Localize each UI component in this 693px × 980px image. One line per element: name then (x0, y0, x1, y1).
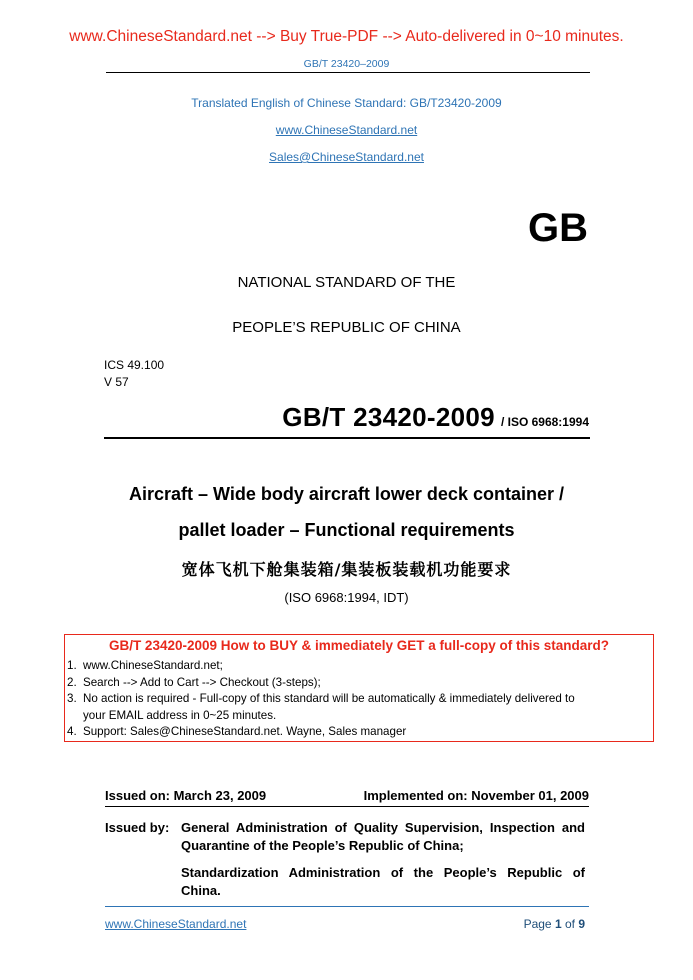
purchase-step[interactable] (65, 724, 575, 741)
implemented-on: Implemented on: November 01, 2009 (363, 788, 589, 803)
email-link[interactable]: Sales@ChineseStandard.net (269, 150, 424, 164)
step-text: Search --> Add to Cart --> Checkout (3-steps); (83, 675, 321, 689)
standard-divider (104, 437, 590, 439)
footer-divider (105, 906, 589, 907)
issuer-sac: Standardization Administration of the People’s Republic of China. (181, 865, 585, 898)
step-number: 2. (67, 675, 77, 689)
page-current: 1 (554, 917, 562, 931)
step-text: Support: Sales@ChineseStandard.net. Wayne, Sales manager (83, 725, 407, 738)
step-number: 4. (67, 725, 77, 738)
national-standard-line2: PEOPLE’S REPUBLIC OF CHINA (232, 319, 461, 336)
national-standard-line1: NATIONAL STANDARD OF THE (237, 274, 456, 291)
iso-reference: / ISO 6968:1994 (500, 415, 589, 429)
title-line-2: pallet loader – Functional requirements (178, 520, 515, 540)
step-text: www.ChineseStandard.net; (83, 659, 223, 672)
issuer-aqsiq: General Administration of Quality Supervision, Inspection and Quarantine of the People’s Republic of China; (181, 820, 585, 853)
page-middle: of (561, 917, 579, 931)
step-text-continued: your EMAIL address in 0~25 minutes. (83, 708, 277, 722)
issue-dates (105, 788, 589, 803)
issued-on: Issued on: March 23, 2009 (105, 788, 267, 803)
header-divider (106, 72, 590, 73)
page-indicator (524, 917, 585, 931)
issued-by-label: Issued by: (105, 820, 170, 835)
page-total: 9 (578, 917, 585, 931)
ccs-code: V 57 (104, 375, 129, 389)
issue-divider (105, 806, 589, 807)
website-link[interactable]: www.ChineseStandard.net (275, 123, 418, 137)
top-banner[interactable]: www.ChineseStandard.net --> Buy True-PDF --> Auto-delivered in 0~10 minutes. (69, 28, 624, 45)
standard-number-line (282, 402, 589, 433)
classification-block (104, 357, 164, 391)
purchase-step (65, 675, 575, 692)
purchase-info-box (64, 634, 654, 742)
page-prefix: Page (523, 917, 555, 931)
step-number: 3. (67, 692, 77, 705)
step-text: No action is required - Full-copy of this standard will be automatically & immediately delivered to (83, 692, 575, 705)
gb-mark: GB (528, 206, 588, 250)
chinese-title: 宽体飞机下舱集装箱/集装板装载机功能要求 (181, 560, 512, 579)
purchase-step (65, 691, 575, 724)
step-number: 1. (67, 659, 77, 672)
header-standard-code: GB/T 23420–2009 (303, 58, 390, 70)
ics-code: ICS 49.100 (104, 358, 165, 372)
purchase-step[interactable] (65, 658, 575, 675)
standard-number: GB/T 23420-2009 (282, 402, 495, 432)
iso-equivalence: (ISO 6968:1994, IDT) (284, 590, 409, 605)
footer-website-link[interactable]: www.ChineseStandard.net (105, 917, 247, 931)
translation-note: Translated English of Chinese Standard: GB/T23420-2009 (191, 96, 502, 110)
purchase-steps-list (65, 658, 575, 741)
title-line-1: Aircraft – Wide body aircraft lower deck container / (129, 484, 564, 504)
purchase-box-title[interactable]: GB/T 23420-2009 How to BUY & immediately GET a full-copy of this standard? (108, 638, 610, 653)
